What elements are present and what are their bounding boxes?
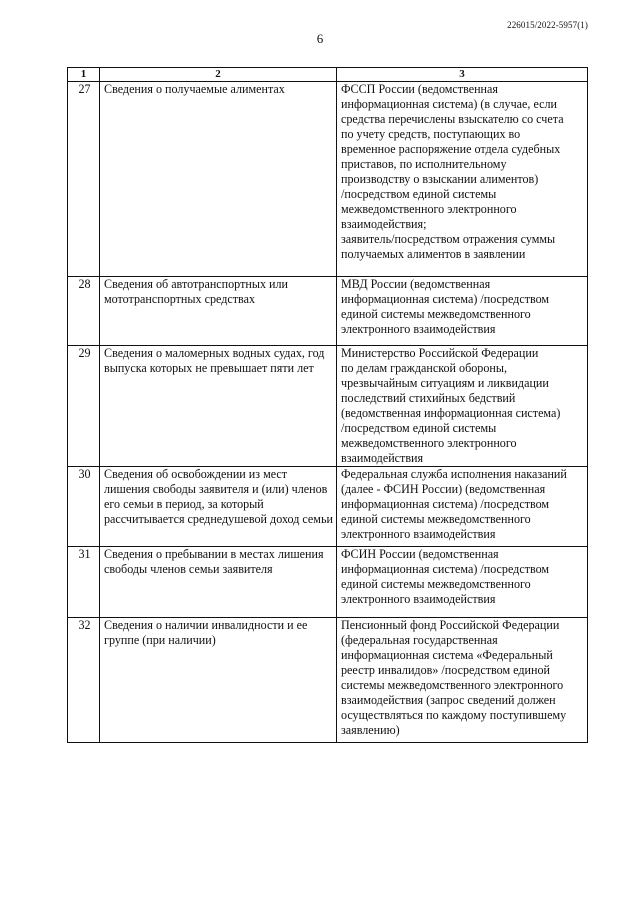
table-row — [68, 346, 588, 467]
row-description: Сведения о наличии инвалидности и ее группе (при наличии) — [100, 618, 337, 743]
row-number: 27 — [68, 82, 100, 277]
row-description: Сведения о маломерных водных судах, год выпуска которых не превышает пяти лет — [100, 346, 337, 467]
row-source: ФСИН России (ведомственная информационная система) /посредством единой системы межведомственного электронного взаимодействия — [337, 547, 588, 618]
row-description: Сведения о пребывании в местах лишения свободы членов семьи заявителя — [100, 547, 337, 618]
row-source: Пенсионный фонд Российской Федерации (федеральная государственная информационная система «Федеральный реестр инвалидов» /посредством единой системы межведомственного электронного взаимодействия (запрос сведений должен осуществляться по каждому поступившему заявлению) — [337, 618, 588, 743]
row-source: ФССП России (ведомственная информационная система) (в случае, если средства перечислены взыскателю со счета по учету средств, поступающих во временное распоряжение отдела судебных приставов, по исполнительному производству о взыскании алиментов) /посредством единой системы межведомственного электронного взаимодействия; заявитель/посредством отражения суммы получаемых алиментов в заявлении — [337, 82, 588, 277]
row-number: 30 — [68, 467, 100, 547]
document-number: 226015/2022-5957(1) — [507, 20, 588, 30]
row-source: МВД России (ведомственная информационная система) /посредством единой системы межведомственного электронного взаимодействия — [337, 277, 588, 346]
column-header-2: 2 — [100, 68, 337, 82]
row-description: Сведения об освобождении из мест лишения свободы заявителя и (или) членов его семьи в период, за который рассчитывается среднедушевой доход семьи — [100, 467, 337, 547]
table-row — [68, 277, 588, 346]
row-description: Сведения об автотранспортных или мототранспортных средствах — [100, 277, 337, 346]
table-header-row — [68, 68, 588, 82]
row-source: Министерство Российской Федерации по делам гражданской обороны, чрезвычайным ситуациям и ликвидации последствий стихийных бедствий (ведомственная информационная система) /посредством единой системы межведомственного электронного взаимодействия — [337, 346, 588, 467]
column-header-3: 3 — [337, 68, 588, 82]
table-row — [68, 618, 588, 743]
table-row — [68, 547, 588, 618]
table-row — [68, 82, 588, 277]
table-row — [68, 467, 588, 547]
data-sources-table — [67, 67, 588, 743]
row-number: 28 — [68, 277, 100, 346]
row-number: 31 — [68, 547, 100, 618]
row-source: Федеральная служба исполнения наказаний (далее - ФСИН России) (ведомственная информационная система) /посредством единой системы межведомственного электронного взаимодействия — [337, 467, 588, 547]
row-number: 32 — [68, 618, 100, 743]
page-number: 6 — [316, 31, 324, 46]
row-description: Сведения о получаемые алиментах — [100, 82, 337, 277]
column-header-1: 1 — [68, 68, 100, 82]
row-number: 29 — [68, 346, 100, 467]
